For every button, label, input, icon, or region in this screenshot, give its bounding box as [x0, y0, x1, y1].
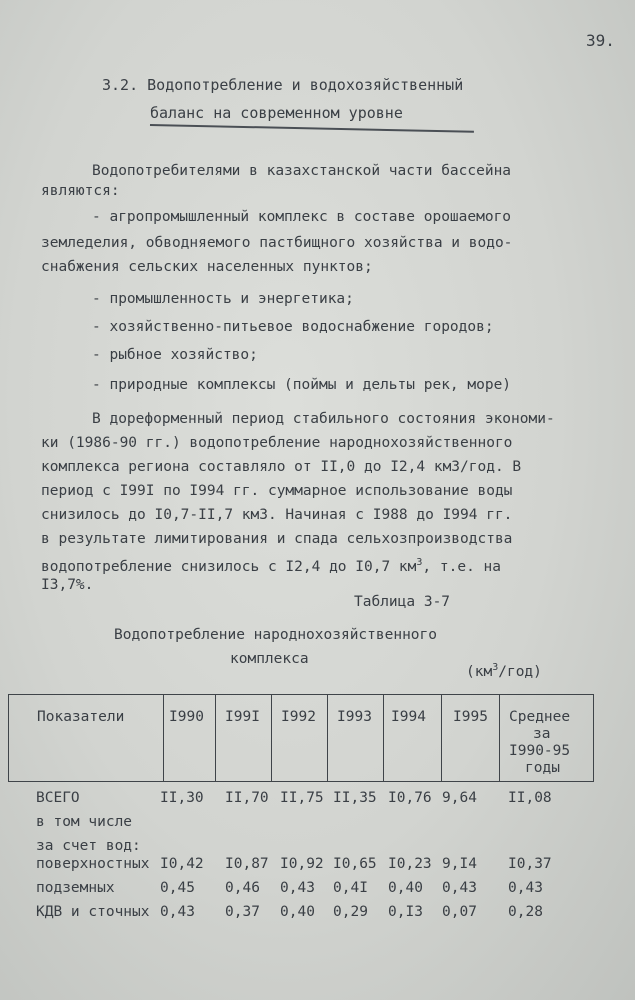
column-header: I995 — [453, 709, 488, 725]
table-cell: 0,40 — [280, 904, 315, 920]
body-line: являются: — [41, 183, 120, 199]
column-header: I99I — [225, 709, 260, 725]
table-row — [0, 904, 635, 924]
row-label: поверхностных — [36, 856, 150, 872]
table-cell: I0,65 — [333, 856, 377, 872]
table-cell: II,35 — [333, 790, 377, 806]
table-title: комплекса — [230, 651, 309, 667]
body-line: ки (1986-90 гг.) водопотребление народнохозяйственного — [41, 435, 513, 451]
table-cell: 0,29 — [333, 904, 368, 920]
body-line: В дореформенный период стабильного состояния экономи- — [92, 411, 555, 427]
column-header: Показатели — [37, 709, 125, 725]
row-label: подземных — [36, 880, 115, 896]
table-cell: 0,40 — [388, 880, 423, 896]
table-cell: I0,92 — [280, 856, 324, 872]
list-item: - рыбное хозяйство; — [92, 347, 258, 363]
body-line: I3,7%. — [41, 577, 94, 593]
table-row — [0, 880, 635, 900]
list-item: - промышленность и энергетика; — [92, 291, 354, 307]
column-header: I992 — [281, 709, 316, 725]
row-label: КДВ и сточных — [36, 904, 150, 920]
body-line: в результате лимитирования и спада сельхозпроизводства — [41, 531, 513, 547]
body-line: земледелия, обводняемого пастбищного хозяйства и водо- — [41, 235, 513, 251]
table-cell: 0,43 — [160, 904, 195, 920]
table-cell: I0,76 — [388, 790, 432, 806]
table-unit: $(км^3/год)$ — [466, 662, 542, 680]
column-header: I990 — [169, 709, 204, 725]
table-cell: I0,87 — [225, 856, 269, 872]
row-label: за счет вод: — [36, 838, 141, 854]
table-header — [8, 694, 594, 782]
list-item: - хозяйственно-питьевое водоснабжение городов; — [92, 319, 494, 335]
table-cell: I0,23 — [388, 856, 432, 872]
column-header: I994 — [391, 709, 426, 725]
list-item: - природные комплексы (поймы и дельты рек, море) — [92, 377, 512, 393]
table-cell: 9,I4 — [442, 856, 477, 872]
column-header: годы — [525, 760, 560, 776]
body-line: снабжения сельских населенных пунктов; — [41, 259, 373, 275]
table-cell: 9,64 — [442, 790, 477, 806]
table-cell: 0,07 — [442, 904, 477, 920]
body-line: снизилось до I0,7-II,7 км3. Начиная с I988 до I994 гг. — [41, 507, 513, 523]
table-title: Водопотребление народнохозяйственного — [114, 627, 438, 643]
table-cell: II,70 — [225, 790, 269, 806]
table-cell: 0,43 — [508, 880, 543, 896]
table-row — [0, 790, 635, 810]
table-cell: 0,45 — [160, 880, 195, 896]
section-heading-line-1: 3.2. Водопотребление и водохозяйственный — [102, 76, 464, 94]
table-cell: 0,I3 — [388, 904, 423, 920]
page-number: 39. — [586, 31, 615, 50]
table-row — [0, 814, 635, 834]
table-cell: 0,43 — [442, 880, 477, 896]
table-cell: II,08 — [508, 790, 552, 806]
table-cell: I0,42 — [160, 856, 204, 872]
table-cell: 0,46 — [225, 880, 260, 896]
column-header: Среднее — [509, 709, 571, 725]
row-label: ВСЕГО — [36, 790, 80, 806]
body-line: комплекса региона составляло от II,0 до I2,4 км3/год. В — [41, 459, 522, 475]
table-cell: 0,37 — [225, 904, 260, 920]
column-header: I993 — [337, 709, 372, 725]
table-caption: Таблица 3-7 — [354, 594, 451, 610]
table-row — [0, 856, 635, 876]
body-line: - агропромышленный комплекс в составе орошаемого — [92, 209, 512, 225]
body-line: водопотребление снизилось с I2,4 до I0,7 $км^3$, т.е. на — [41, 557, 501, 575]
body-line: Водопотребителями в казахстанской части бассейна — [92, 163, 512, 179]
column-header: I990-95 — [509, 743, 571, 759]
table-row — [0, 838, 635, 858]
table-cell: 0,28 — [508, 904, 543, 920]
table-cell: I0,37 — [508, 856, 552, 872]
column-header: за — [533, 726, 551, 742]
body-line: период с I99I по I994 гг. суммарное использование воды — [41, 483, 513, 499]
table-cell: 0,4I — [333, 880, 368, 896]
heading-underline — [150, 124, 474, 132]
table-cell: II,30 — [160, 790, 204, 806]
table-cell: 0,43 — [280, 880, 315, 896]
table-cell: II,75 — [280, 790, 324, 806]
section-heading-line-2: баланс на современном уровне — [150, 104, 403, 122]
row-label: в том числе — [36, 814, 133, 830]
